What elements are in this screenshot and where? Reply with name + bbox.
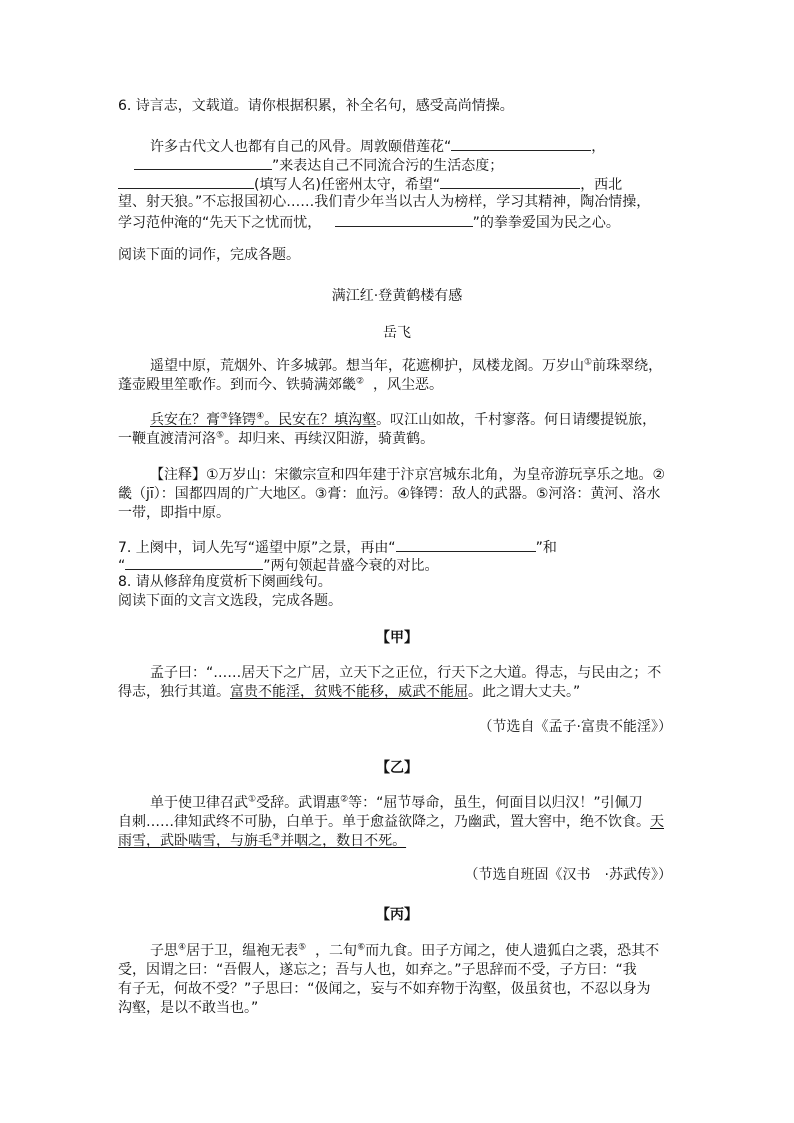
poem-note-line2: 畿（jī）：国都四周的广大地区。③膏：血污。④锋锷：敌人的武器。⑤河洛：黄河、洛水 <box>118 486 661 502</box>
poem-text: 。却归来、再续汉阳游，骑黄鹤。 <box>224 431 435 447</box>
q6-text: ，西北 <box>580 177 623 193</box>
q7-text: ”两句领起昔盛今衰的对比。 <box>263 558 439 574</box>
jia-text: 得志，独行其道。 <box>118 684 230 700</box>
poem-stanza2-line1 <box>150 411 656 429</box>
bing-text: 子思 <box>150 943 178 959</box>
q7-line2 <box>118 555 439 575</box>
jia-source: （节选自《孟子·富贵不能淫》） <box>478 719 672 735</box>
footnote-mark: ⑤ <box>216 430 225 441</box>
poem-note-line3: 一带，即指中原。 <box>118 505 230 521</box>
q6-stem: 6. 诗言志，文载道。请你根据积累，补全名句，感受高尚情操。 <box>118 98 514 114</box>
poem-text: 一鞭直渡清河洛 <box>118 431 216 447</box>
jia-line2 <box>118 683 580 701</box>
bing-line1 <box>150 942 659 960</box>
jia-text: 。此之谓大丈夫。” <box>468 684 581 700</box>
footnote-mark: ① <box>584 357 593 368</box>
q6-line3 <box>118 174 622 194</box>
poem-text: ，风尘恶。 <box>372 377 443 393</box>
yi-line2 <box>118 813 664 831</box>
q8: 8. 请从修辞角度赏析下阕画线句。 <box>118 574 332 590</box>
q6-line2 <box>134 155 503 175</box>
yi-text: 自刺……律知武终不可胁，白单于。单于愈益欲降之，乃幽武，置大窖中，绝不饮食。 <box>118 814 650 830</box>
poem-stanza1-line1 <box>150 357 662 375</box>
bing-text: 居于卫，缊袍无表 <box>186 943 299 959</box>
q7-line1 <box>118 537 557 557</box>
yi-text: 等：“屈节辱命，虽生，何面目以归汉！”引佩刀 <box>348 795 643 811</box>
underlined-sentence: 富贵不能淫，贫贱不能移，威武不能屈 <box>230 684 468 700</box>
bing-line3: 有子无，何故不受？”子思曰：“伋闻之，妄与不如弃物于沟壑，伋虽贫也，不忍以身为 <box>118 981 651 997</box>
footnote-mark: ④ <box>178 942 187 953</box>
bing-text: ，二旬 <box>315 943 358 959</box>
answer-blank[interactable] <box>118 174 254 189</box>
q6-text: ”来表达自己不同流合污的生活态度； <box>272 158 504 174</box>
yi-text: 单于使卫律召武 <box>150 795 248 811</box>
section-jia-heading: 【甲】 <box>376 630 418 646</box>
q6-text: 许多古代文人也都有自己的风骨。周敦颐借莲花“ <box>150 139 452 155</box>
answer-blank[interactable] <box>396 537 536 552</box>
poem-author: 岳飞 <box>383 325 411 341</box>
q6-text: ”的拳拳爱国为民之心。 <box>472 215 620 231</box>
q7-text: ”和 <box>535 540 557 556</box>
footnote-mark: ② <box>356 376 365 387</box>
bing-line2: 受，因谓之曰：“吾假人，遂忘之；吾与人也，如弃之。”子思辞而不受，子方曰：“我 <box>118 962 637 978</box>
q6-line4: 望、射天狼。”不忘报国初心……我们青少年当以古人为榜样，学习其精神，陶冶情操， <box>118 194 651 210</box>
bing-line4: 沟壑，是以不敢当也。” <box>118 1000 259 1016</box>
answer-blank[interactable] <box>440 174 580 189</box>
yi-text: 受辞。武谓惠 <box>256 795 341 811</box>
yi-source: （节选自班固《汉书 ·苏武传》） <box>464 867 672 883</box>
wenyan-intro: 阅读下面的文言文选段，完成各题。 <box>118 593 342 609</box>
yi-line1 <box>150 794 643 812</box>
q6-line5 <box>118 212 620 232</box>
section-bing-heading: 【丙】 <box>376 907 418 923</box>
footnote-mark: ⑤ <box>298 942 307 953</box>
answer-blank[interactable] <box>125 555 263 570</box>
poem-note-line1: 【注释】①万岁山：宋徽宗宣和四年建于汴京宫城东北角，为皇帝游玩享乐之地。② <box>150 467 666 483</box>
q7-text: 7. 上阕中，词人先写“遥望中原”之景，再由“ <box>118 540 396 556</box>
yi-line3 <box>118 832 406 850</box>
underlined-sentence: 雨雪，武卧啮雪，与旃毛③并咽之，数日不死。 <box>118 832 407 849</box>
underlined-sentence: 兵安在？膏③锋锷④。民安在？填沟壑 <box>150 411 377 428</box>
q7-text: “ <box>118 558 126 574</box>
poem-text: 遥望中原，荒烟外、许多城郭。想当年，花遮柳护，凤楼龙阁。万岁山 <box>150 358 584 374</box>
answer-blank[interactable] <box>451 136 591 151</box>
q6-line1 <box>150 136 605 156</box>
jia-line1: 孟子曰：“……居天下之广居，立天下之正位，行天下之大道。得志，与民由之；不 <box>150 665 662 681</box>
ci-intro: 阅读下面的词作，完成各题。 <box>118 247 300 263</box>
answer-blank[interactable] <box>335 212 473 227</box>
underlined-sentence: 天 <box>650 814 664 830</box>
q6-text: 学习范仲淹的“先天下之忧而忧， <box>118 215 322 231</box>
poem-text: 蓬壶殿里笙歌作。到而今、铁骑满郊畿 <box>118 377 356 393</box>
footnote-mark: ⑥ <box>357 942 366 953</box>
poem-title: 满江红·登黄鹤楼有感 <box>331 288 463 304</box>
poem-stanza2-line2 <box>118 430 434 448</box>
q6-text: (填写人名)任密州太守，希望“ <box>254 177 441 193</box>
answer-blank[interactable] <box>134 155 272 170</box>
q6-text: ， <box>591 139 606 155</box>
footnote-mark: ② <box>340 794 349 805</box>
poem-stanza1-line2 <box>118 376 443 394</box>
footnote-mark: ① <box>248 794 257 805</box>
section-yi-heading: 【乙】 <box>376 760 418 776</box>
poem-text: 前珠翠绕， <box>592 358 663 374</box>
poem-text: 。叹江山如故，千村寥落。何日请缨提锐旅， <box>376 412 657 428</box>
bing-text: 而九食。田子方闻之，使人遗狐白之裘，恐其不 <box>365 943 660 959</box>
